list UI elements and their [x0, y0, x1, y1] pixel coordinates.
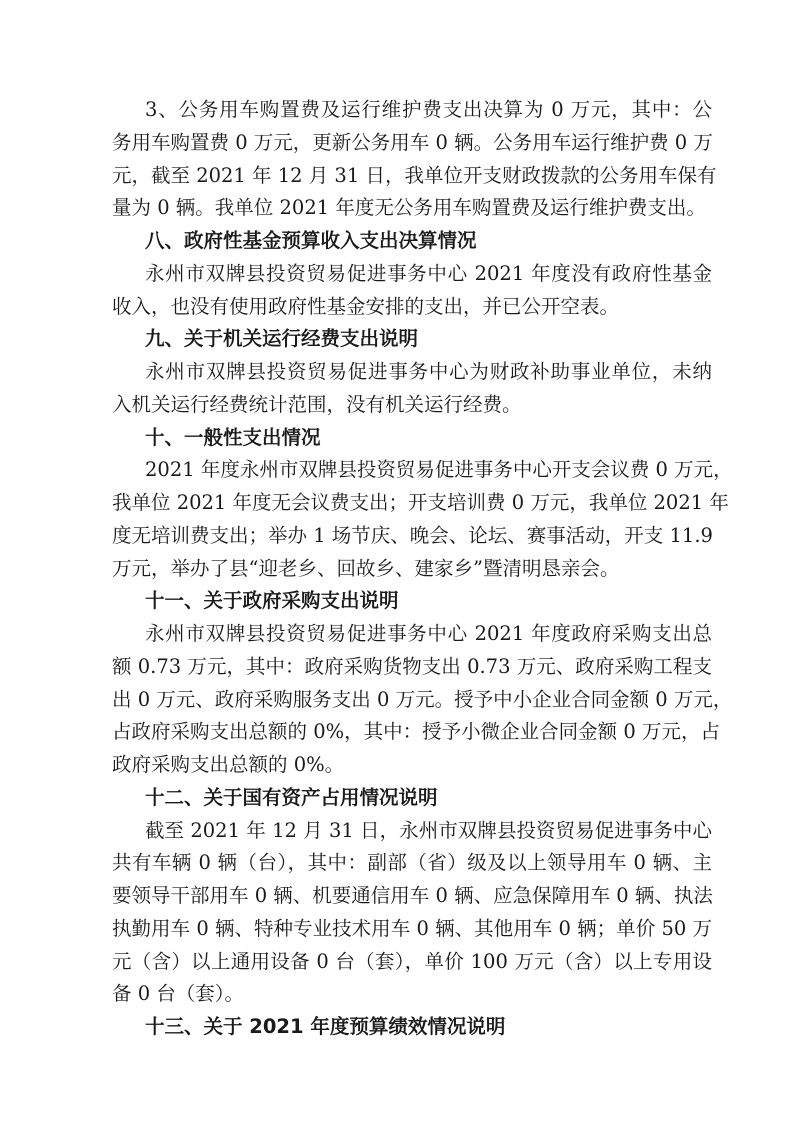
- paragraph-line: 务用车购置费 0 万元，更新公务用车 0 辆。公务用车运行维护费 0 万: [112, 130, 713, 154]
- section-heading: [112, 422, 712, 455]
- paragraph-line: 出 0 万元、政府采购服务支出 0 万元。授予中小企业合同金额 0 万元，: [112, 687, 733, 711]
- paragraph-line: 入机关运行经费统计范围，没有机关运行经费。: [112, 392, 522, 416]
- paragraph: [112, 258, 712, 324]
- paragraph-line: 共有车辆 0 辆（台），其中：副部（省）级及以上领导用车 0 辆、主: [112, 851, 712, 875]
- paragraph: [112, 618, 733, 782]
- section-heading: [112, 225, 712, 258]
- paragraph-line: 额 0.73 万元，其中：政府采购货物支出 0.73 万元、政府采购工程支: [112, 654, 712, 678]
- paragraph-line: 要领导干部用车 0 辆、机要通信用车 0 辆、应急保障用车 0 辆、执法: [112, 884, 713, 907]
- heading-text: 八、政府性基金预算收入支出决算情况: [145, 229, 477, 252]
- paragraph: [112, 94, 717, 225]
- paragraph-line: 元，截至 2021 年 12 月 31 日，我单位开支财政拨款的公务用车保有: [112, 163, 717, 187]
- heading-text: 十一、关于政府采购支出说明: [145, 589, 399, 613]
- section-heading: [112, 782, 712, 815]
- section-heading: [112, 585, 712, 618]
- paragraph-line: 2021 年度永州市双牌县投资贸易促进事务中心开支会议费 0 万元，: [145, 458, 733, 482]
- heading-text: 十、一般性支出情况: [145, 425, 321, 449]
- heading-text: 九、关于机关运行经费支出说明: [145, 327, 419, 351]
- paragraph-line: 永州市双牌县投资贸易促进事务中心 2021 年度没有政府性基金: [145, 261, 712, 285]
- paragraph-line: 永州市双牌县投资贸易促进事务中心 2021 年度政府采购支出总: [145, 622, 712, 645]
- paragraph: [112, 815, 712, 1012]
- paragraph: [112, 356, 712, 422]
- paragraph: [112, 454, 733, 585]
- heading-text: 十二、关于国有资产占用情况说明: [145, 785, 438, 809]
- paragraph-line: 占政府采购支出总额的 0%，其中：授予小微企业合同金额 0 万元，占: [112, 720, 720, 744]
- paragraph-line: 永州市双牌县投资贸易促进事务中心为财政补助事业单位，未纳: [145, 360, 712, 383]
- section-heading: [112, 1011, 712, 1044]
- paragraph-line: 3、公务用车购置费及运行维护费支出决算为 0 万元，其中：公: [145, 98, 712, 121]
- paragraph-line: 我单位 2021 年度无会议费支出；开支培训费 0 万元，我单位 2021 年: [112, 491, 729, 514]
- heading-text: 十三、关于 2021 年度预算绩效情况说明: [145, 1015, 506, 1038]
- document-page: [112, 94, 733, 1044]
- paragraph-line: 量为 0 辆。我单位 2021 年度无公务用车购置费及运行维护费支出。: [112, 196, 706, 220]
- paragraph-line: 执勤用车 0 辆、特种专业技术用车 0 辆、其他用车 0 辆；单价 50 万: [112, 916, 712, 940]
- paragraph-line: 备 0 台（套）。: [112, 982, 245, 1006]
- paragraph-line: 政府采购支出总额的 0%。: [112, 753, 345, 776]
- section-heading: [112, 323, 712, 356]
- paragraph-line: 万元，举办了县“迎老乡、回故乡、建家乡”暨清明恳亲会。: [112, 556, 620, 580]
- paragraph-line: 元（含）以上通用设备 0 台（套），单价 100 万元（含）以上专用设: [112, 949, 712, 973]
- paragraph-line: 收入，也没有使用政府性基金安排的支出，并已公开空表。: [112, 294, 620, 318]
- paragraph-line: 截至 2021 年 12 月 31 日，永州市双牌县投资贸易促进事务中心: [145, 818, 712, 842]
- paragraph-line: 度无培训费支出；举办 1 场节庆、晚会、论坛、赛事活动，开支 11.9: [112, 523, 713, 547]
